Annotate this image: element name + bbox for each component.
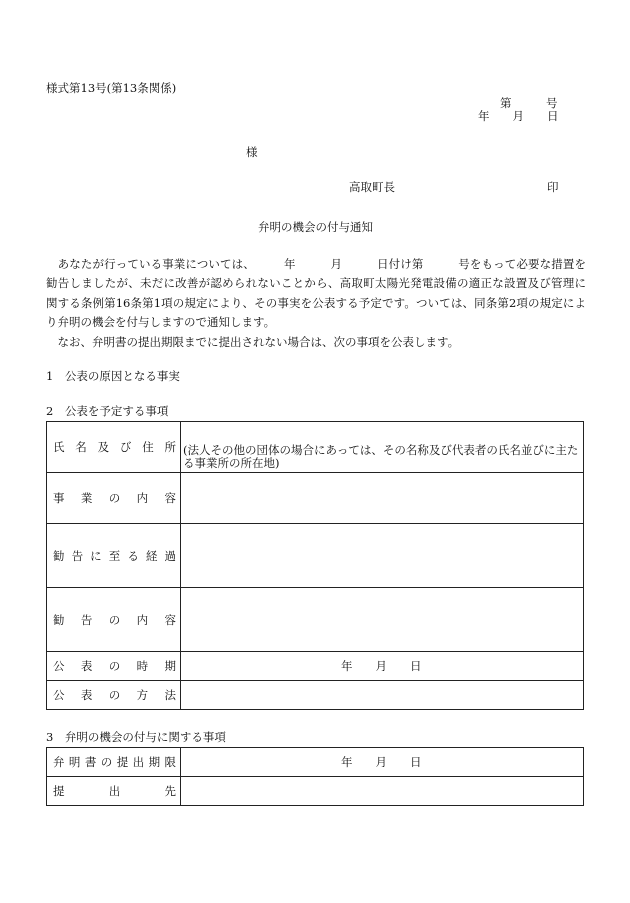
row-value-date: 年 月 日	[181, 652, 584, 681]
table-row	[47, 422, 584, 473]
row-value	[181, 473, 584, 524]
section-1-heading: 1 公表の原因となる事実	[46, 369, 180, 383]
paragraph-warning: なお、弁明書の提出期限までに提出されない場合は、次の事項を公表します。	[46, 334, 460, 349]
row-label: 事業の内容	[47, 473, 181, 524]
table-row	[47, 588, 584, 652]
seal-mark: 印	[547, 180, 559, 194]
paragraph-notice: あなたが行っている事業については、 年 月 日付け第 号をもって必要な措置を勧告しましたが、未だに改善が認められないことから、高取町太陽光発電設備の適正な設置及び管理に関する条例第16条第1項の規定により、その事実を公表する予定です。ついては、同条第2項の規定により弁明の機会を付与しますので通知します。	[46, 257, 586, 330]
form-number: 様式第13号(第13条関係)	[46, 81, 177, 95]
row-value	[181, 524, 584, 588]
document-number: 第 号	[500, 96, 558, 110]
row-label: 提出先	[47, 777, 181, 806]
addressee-suffix: 様	[246, 145, 258, 159]
table-row	[47, 777, 584, 806]
table-row	[47, 681, 584, 710]
section-2-heading: 2 公表を予定する事項	[46, 404, 169, 418]
issuer-name: 高取町長	[349, 180, 395, 194]
row-label: 弁明書の提出期限	[47, 748, 181, 777]
table-row	[47, 524, 584, 588]
row-label: 勧告の内容	[47, 588, 181, 652]
row-value-date: 年 月 日	[181, 748, 584, 777]
row-value	[181, 588, 584, 652]
row-label: 勧告に至る経過	[47, 524, 181, 588]
body-text	[46, 255, 586, 352]
document-date: 年 月 日	[478, 109, 559, 123]
row-value	[181, 681, 584, 710]
row-value	[181, 777, 584, 806]
row-value-note: (法人その他の団体の場合にあっては、その名称及び代表者の氏名並びに主たる事業所の所在地)	[181, 422, 584, 473]
row-label: 公表の時期	[47, 652, 181, 681]
publication-items-table	[46, 421, 584, 710]
section-3-heading: 3 弁明の機会の付与に関する事項	[46, 730, 226, 744]
hearing-items-table	[46, 747, 584, 806]
row-label: 公表の方法	[47, 681, 181, 710]
document-title: 弁明の機会の付与通知	[258, 220, 373, 234]
table-row	[47, 473, 584, 524]
table-row	[47, 652, 584, 681]
row-label: 氏名及び住所	[47, 422, 181, 473]
table-row	[47, 748, 584, 777]
